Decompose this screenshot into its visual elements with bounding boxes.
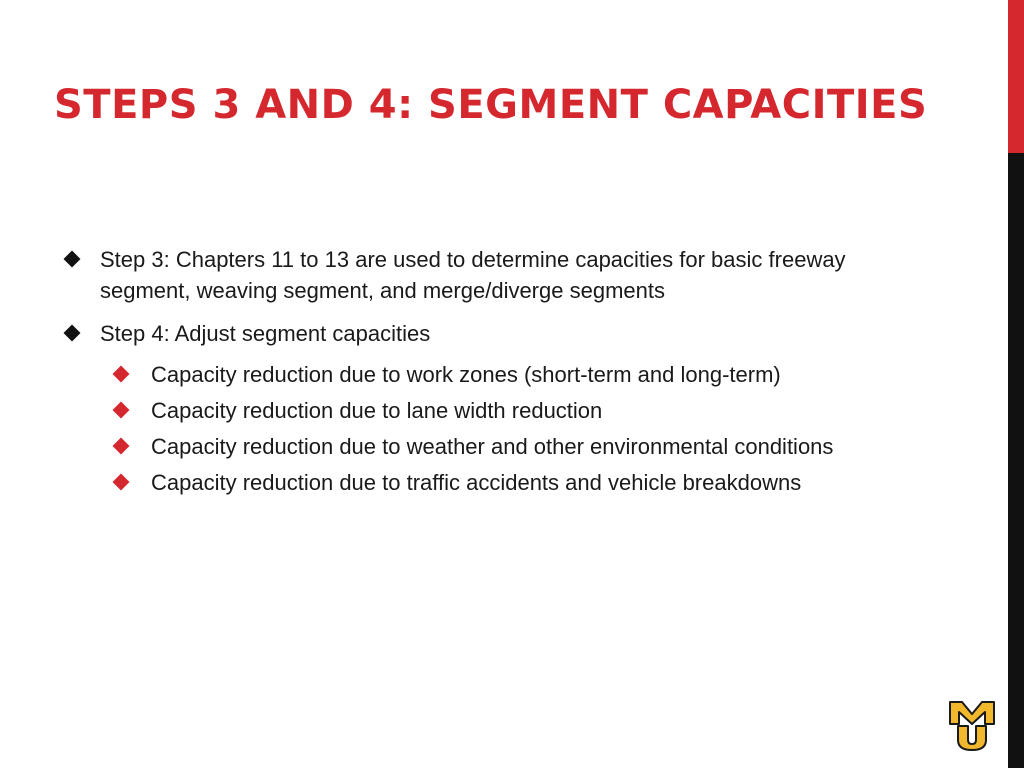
bullet-text: Step 4: Adjust segment capacities xyxy=(100,321,431,346)
red-diamond-icon xyxy=(113,366,130,383)
side-rail-accent xyxy=(1008,0,1024,153)
red-diamond-icon xyxy=(113,438,130,455)
black-diamond-icon xyxy=(64,325,81,342)
sub-bullet-text: Capacity reduction due to lane width reduction xyxy=(151,398,603,423)
bullet-step-4 xyxy=(62,318,922,498)
slide-title: STEPS 3 AND 4: SEGMENT CAPACITIES xyxy=(54,82,928,128)
sub-bullet-work-zones xyxy=(99,359,922,390)
bullet-step-3 xyxy=(62,244,922,306)
red-diamond-icon xyxy=(113,402,130,419)
sub-bullet-text: Capacity reduction due to weather and other environmental conditions xyxy=(151,434,834,459)
black-diamond-icon xyxy=(64,251,81,268)
sub-bullet-accidents xyxy=(99,467,922,498)
sub-bullet-text: Capacity reduction due to work zones (short-term and long-term) xyxy=(151,362,781,387)
sub-bullet-list xyxy=(100,359,922,498)
mizzou-mu-logo-icon xyxy=(948,700,996,752)
sub-bullet-text: Capacity reduction due to traffic accidents and vehicle breakdowns xyxy=(151,470,802,495)
bullet-list xyxy=(62,244,922,510)
sub-bullet-lane-width xyxy=(99,395,922,426)
bullet-text: Step 3: Chapters 11 to 13 are used to determine capacities for basic freeway segment, weaving segment, and merge/diverge segments xyxy=(100,247,846,303)
sub-bullet-weather xyxy=(99,431,922,462)
red-diamond-icon xyxy=(113,474,130,491)
side-rail-dark xyxy=(1008,153,1024,768)
